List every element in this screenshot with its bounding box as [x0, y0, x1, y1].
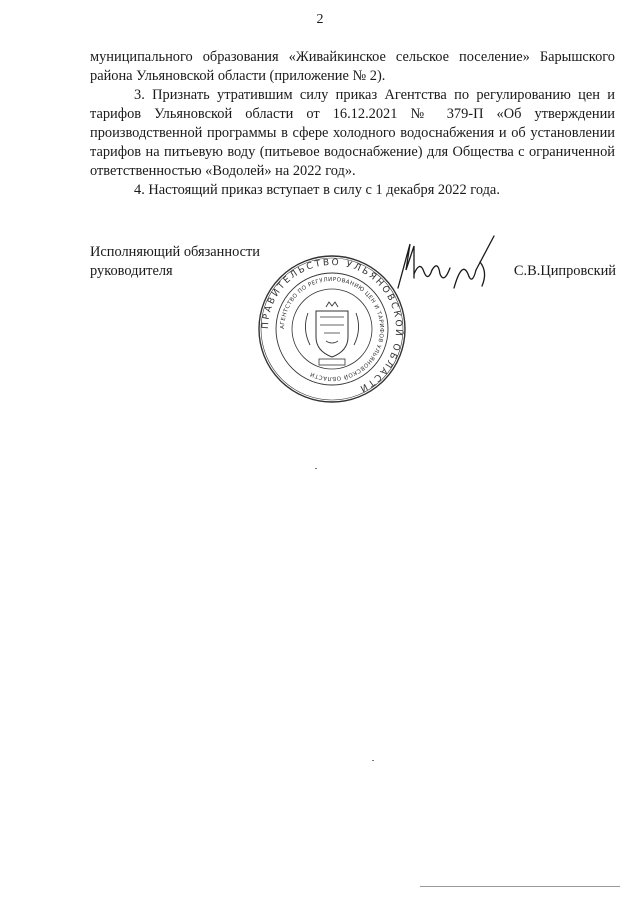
- stamp-outer-text: ПРАВИТЕЛЬСТВО УЛЬЯНОВСКОЙ ОБЛАСТИ: [260, 257, 404, 395]
- coat-of-arms-icon: [305, 302, 358, 365]
- scan-speck: [315, 468, 317, 469]
- document-body: [90, 48, 615, 200]
- signatory-title-line-1: Исполняющий обязанности: [90, 244, 261, 260]
- paragraph-item-4: 4. Настоящий приказ вступает в силу с 1 декабря 2022 года.: [134, 182, 500, 198]
- scan-speck: [372, 760, 374, 761]
- footer-line: [420, 886, 620, 887]
- signatory-name: С.В.Ципровский: [513, 263, 616, 279]
- signatory-title-line-2: руководителя: [90, 263, 173, 279]
- paragraph-continuation: муниципального образования «Живайкинское сельское поселение» Барышского района Ульяновской области (приложение № 2).: [90, 49, 615, 84]
- paragraph-item-3: 3. Признать утратившим силу приказ Агентства по регулированию цен и тарифов Ульяновской области от 16.12.2021 № 379-П «Об утверждении производственной программы в сфере холодного водоснабжения и об установлении тарифов на питьевую воду (питьевое водоснабжение) для Общества с ограниченной ответственностью «Водолей» на 2022 год».: [90, 87, 615, 179]
- stamp-inner-text: АГЕНТСТВО ПО РЕГУЛИРОВАНИЮ ЦЕН И ТАРИФОВ УЛЬЯНОВСКОЙ ОБЛАСТИ: [279, 276, 385, 382]
- page-number: 2: [316, 12, 324, 27]
- handwritten-signature: [384, 230, 504, 300]
- signatory-title: [90, 243, 260, 281]
